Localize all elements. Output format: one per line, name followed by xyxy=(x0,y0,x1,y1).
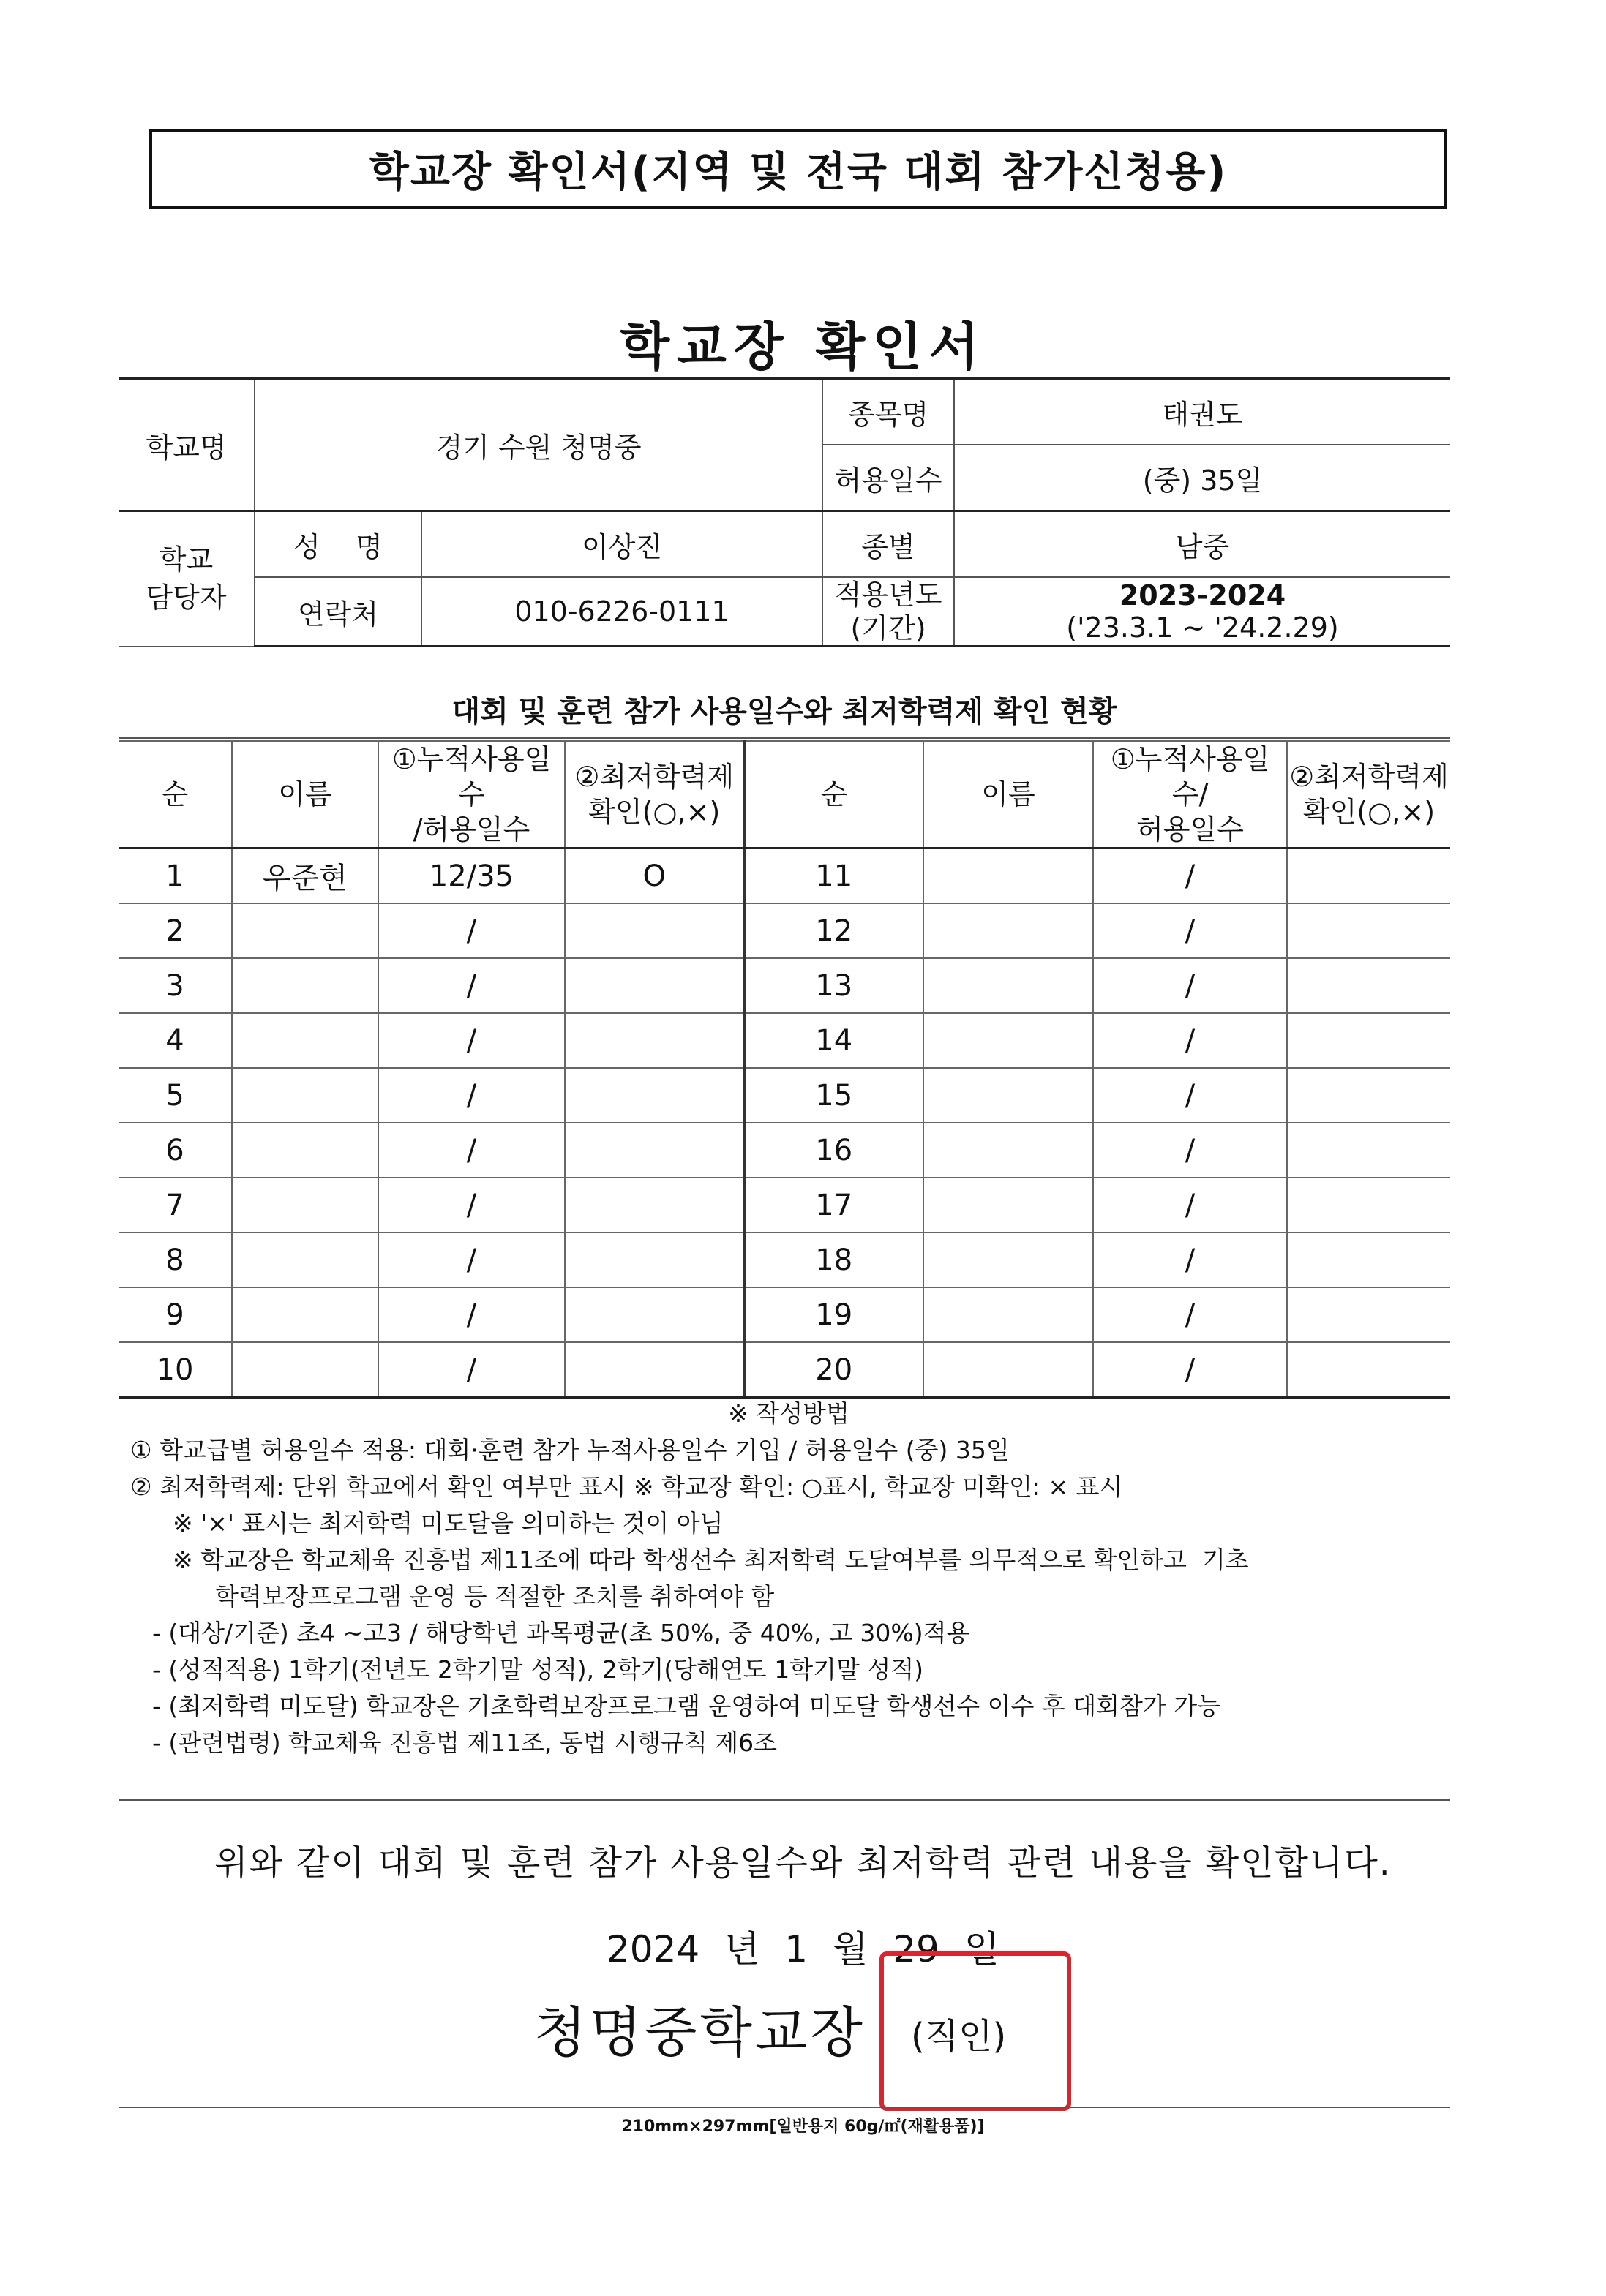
days-used: / xyxy=(378,1123,565,1178)
athlete-name xyxy=(232,1232,378,1287)
header-days: ①누적사용일수/ 허용일수 xyxy=(1093,741,1287,848)
header-check: ②최저학력제 확인(○,×) xyxy=(565,741,744,848)
row-number: 11 xyxy=(744,848,923,904)
academic-check xyxy=(1287,1123,1450,1178)
row-number: 15 xyxy=(744,1068,923,1123)
days-used: / xyxy=(378,1287,565,1342)
category-value: 남중 xyxy=(954,511,1450,578)
row-number: 12 xyxy=(744,903,923,958)
academic-check xyxy=(565,958,744,1013)
table-row xyxy=(119,1342,1450,1398)
days-used: / xyxy=(1093,1287,1287,1342)
section-title: 대회 및 훈련 참가 사용일수와 최저학력제 확인 현황 xyxy=(119,680,1450,739)
category-label: 종별 xyxy=(822,511,954,578)
days-used: / xyxy=(1093,848,1287,904)
athlete-name xyxy=(923,1178,1093,1232)
athlete-name xyxy=(232,958,378,1013)
days-used: / xyxy=(378,1178,565,1232)
issue-date: 2024 년 1 월 29 일 xyxy=(606,1928,1000,1971)
academic-check xyxy=(1287,958,1450,1013)
document-type-box xyxy=(149,129,1447,209)
athlete-name xyxy=(923,1068,1093,1123)
row-number: 4 xyxy=(119,1013,232,1068)
academic-check xyxy=(565,903,744,958)
allowed-days-label: 허용일수 xyxy=(822,445,954,511)
paper-spec-footer: 210mm×297mm[일반용지 60g/㎡(재활용품)] xyxy=(621,2118,985,2136)
info-table xyxy=(119,377,1450,647)
athlete-name xyxy=(232,903,378,958)
athlete-name xyxy=(923,903,1093,958)
instruction-line: - (최저학력 미도달) 학교장은 기초학력보장프로그램 운영하여 미도달 학생선수 이수 후 대회참가 가능 xyxy=(152,1692,1221,1720)
academic-check xyxy=(565,1342,744,1398)
academic-check xyxy=(565,1178,744,1232)
table-row xyxy=(119,958,1450,1013)
academic-check xyxy=(1287,848,1450,904)
athlete-name xyxy=(232,1013,378,1068)
instruction-line: ① 학교급별 허용일수 적용: 대회·훈련 참가 누적사용일수 기입 / 허용일수 (중) 35일 xyxy=(130,1436,1010,1464)
academic-check: O xyxy=(565,848,744,904)
athlete-name xyxy=(923,958,1093,1013)
row-number: 19 xyxy=(744,1287,923,1342)
days-used: / xyxy=(1093,958,1287,1013)
allowed-days-value: (중) 35일 xyxy=(954,445,1450,511)
academic-check xyxy=(1287,1013,1450,1068)
row-number: 16 xyxy=(744,1123,923,1178)
days-used: / xyxy=(1093,1178,1287,1232)
athlete-name xyxy=(923,1342,1093,1398)
days-used: / xyxy=(378,903,565,958)
instructions-heading: ※ 작성방법 xyxy=(728,1399,849,1428)
page-title: 학교장 확인서 xyxy=(620,317,986,377)
instruction-line: - (성적적용) 1학기(전년도 2학기말 성적), 2학기(당해연도 1학기말 성적) xyxy=(152,1655,924,1684)
athlete-name xyxy=(232,1342,378,1398)
row-number: 20 xyxy=(744,1342,923,1398)
header-name: 이름 xyxy=(232,741,378,848)
days-used: / xyxy=(1093,1123,1287,1178)
athlete-name xyxy=(923,848,1093,904)
teacher-label: 학교 담당자 xyxy=(119,511,255,647)
days-used: / xyxy=(378,1013,565,1068)
academic-check xyxy=(565,1013,744,1068)
days-used: / xyxy=(1093,903,1287,958)
name-value: 이상진 xyxy=(421,511,822,578)
seal-label: (직인) xyxy=(911,2016,1007,2057)
instructions xyxy=(130,1396,1447,1761)
table-row xyxy=(119,1178,1450,1232)
days-used: / xyxy=(378,1068,565,1123)
academic-check xyxy=(565,1123,744,1178)
roster-table xyxy=(119,740,1450,1399)
table-row xyxy=(119,903,1450,958)
academic-check xyxy=(565,1232,744,1287)
instruction-line: ② 최저학력제: 단위 학교에서 확인 여부만 표시 ※ 학교장 확인: ○표시, 학교장 미확인: × 표시 xyxy=(130,1472,1123,1501)
days-used: 12/35 xyxy=(378,848,565,904)
year-value: 2023-2024 xyxy=(1119,579,1286,611)
divider xyxy=(119,1799,1450,1801)
athlete-name xyxy=(232,1068,378,1123)
divider xyxy=(119,2107,1450,2108)
school-value: 경기 수원 청명중 xyxy=(255,379,822,511)
row-number: 3 xyxy=(119,958,232,1013)
days-used: / xyxy=(378,1232,565,1287)
header-check: ②최저학력제 확인(○,×) xyxy=(1287,741,1450,848)
days-used: / xyxy=(378,958,565,1013)
row-number: 2 xyxy=(119,903,232,958)
header-no: 순 xyxy=(119,741,232,848)
athlete-name xyxy=(232,1178,378,1232)
signer-name: 청명중학교장 xyxy=(534,2001,866,2064)
row-number: 10 xyxy=(119,1342,232,1398)
academic-check xyxy=(1287,1068,1450,1123)
athlete-name xyxy=(923,1232,1093,1287)
athlete-name xyxy=(923,1123,1093,1178)
academic-check xyxy=(1287,1232,1450,1287)
school-label: 학교명 xyxy=(119,379,255,511)
document-type-label: 학교장 확인서(지역 및 전국 대회 참가신청용) xyxy=(369,148,1228,196)
row-number: 1 xyxy=(119,848,232,904)
academic-check xyxy=(1287,1342,1450,1398)
header-name: 이름 xyxy=(923,741,1093,848)
row-number: 18 xyxy=(744,1232,923,1287)
row-number: 6 xyxy=(119,1123,232,1178)
year-cell xyxy=(954,577,1450,647)
year-label: 적용년도 (기간) xyxy=(822,577,954,647)
instruction-line: - (대상/기준) 초4 ~고3 / 해당학년 과목평균(초 50%, 중 40%, 고 30%)적용 xyxy=(152,1619,970,1647)
sport-value: 태권도 xyxy=(954,379,1450,445)
row-number: 14 xyxy=(744,1013,923,1068)
academic-check xyxy=(1287,1287,1450,1342)
athlete-name xyxy=(923,1287,1093,1342)
days-used: / xyxy=(378,1342,565,1398)
table-row xyxy=(119,1123,1450,1178)
table-row xyxy=(119,848,1450,904)
contact-label: 연락처 xyxy=(255,577,421,647)
academic-check xyxy=(565,1287,744,1342)
row-number: 13 xyxy=(744,958,923,1013)
academic-check xyxy=(565,1068,744,1123)
row-number: 9 xyxy=(119,1287,232,1342)
contact-value: 010-6226-0111 xyxy=(421,577,822,647)
days-used: / xyxy=(1093,1342,1287,1398)
sport-label: 종목명 xyxy=(822,379,954,445)
athlete-name: 우준현 xyxy=(232,848,378,904)
table-row xyxy=(119,1287,1450,1342)
days-used: / xyxy=(1093,1232,1287,1287)
table-row xyxy=(119,1068,1450,1123)
table-row xyxy=(119,1013,1450,1068)
row-number: 5 xyxy=(119,1068,232,1123)
days-used: / xyxy=(1093,1068,1287,1123)
academic-check xyxy=(1287,1178,1450,1232)
days-used: / xyxy=(1093,1013,1287,1068)
instruction-line: - (관련법령) 학교체육 진흥법 제11조, 동법 시행규칙 제6조 xyxy=(152,1728,777,1757)
instruction-line: ※ 학교장은 학교체육 진흥법 제11조에 따라 학생선수 최저학력 도달여부를 의무적으로 확인하고 기초 xyxy=(173,1546,1249,1574)
academic-check xyxy=(1287,903,1450,958)
row-number: 17 xyxy=(744,1178,923,1232)
name-label: 성 명 xyxy=(255,511,421,578)
athlete-name xyxy=(923,1013,1093,1068)
confirmation-statement: 위와 같이 대회 및 훈련 참가 사용일수와 최저학력 관련 내용을 확인합니다. xyxy=(214,1843,1392,1883)
athlete-name xyxy=(232,1123,378,1178)
header-no: 순 xyxy=(744,741,923,848)
athlete-name xyxy=(232,1287,378,1342)
period-value: ('23.3.1 ~ '24.2.29) xyxy=(1066,611,1339,644)
header-days: ①누적사용일수 /허용일수 xyxy=(378,741,565,848)
row-number: 7 xyxy=(119,1178,232,1232)
row-number: 8 xyxy=(119,1232,232,1287)
table-row xyxy=(119,1232,1450,1287)
instruction-line: 학력보장프로그램 운영 등 적절한 조치를 취하여야 함 xyxy=(215,1582,775,1611)
instruction-line: ※ '×' 표시는 최저학력 미도달을 의미하는 것이 아님 xyxy=(173,1509,724,1537)
